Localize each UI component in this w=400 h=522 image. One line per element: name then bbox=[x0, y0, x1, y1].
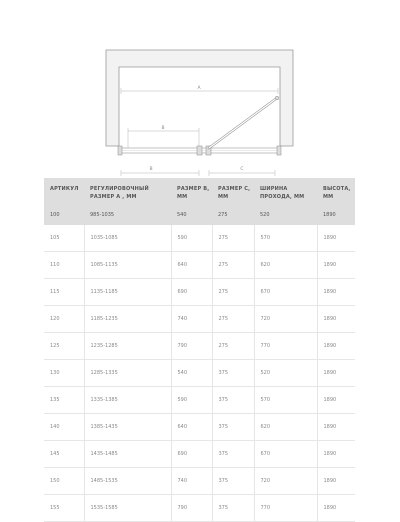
cell-passage-width: 720 bbox=[254, 306, 317, 333]
table-row bbox=[44, 306, 355, 333]
cell-passage-width: 620 bbox=[254, 252, 317, 279]
cell-article: 115 bbox=[44, 279, 84, 306]
cell-height: 1890 bbox=[317, 360, 355, 387]
specs-table bbox=[44, 178, 355, 522]
cell-passage-width: 570 bbox=[254, 225, 317, 252]
cell-size-c: 275 bbox=[212, 333, 254, 360]
hinge-left bbox=[118, 146, 122, 155]
cell-article: 105 bbox=[44, 225, 84, 252]
cell-article: 110 bbox=[44, 252, 84, 279]
cell-height: 1890 bbox=[317, 441, 355, 468]
cell-passage-width: 520 bbox=[254, 205, 317, 225]
cell-height: 1890 bbox=[317, 306, 355, 333]
cell-height: 1890 bbox=[317, 205, 355, 225]
cell-passage-width: 620 bbox=[254, 414, 317, 441]
cell-article: 125 bbox=[44, 333, 84, 360]
table-row bbox=[44, 387, 355, 414]
cell-size-c: 375 bbox=[212, 441, 254, 468]
header-size-c: РАЗМЕР С, ММ bbox=[212, 178, 254, 205]
cell-size-b: 590 bbox=[171, 387, 212, 414]
table-row bbox=[44, 468, 355, 495]
cell-passage-width: 520 bbox=[254, 360, 317, 387]
cell-size-c: 375 bbox=[212, 360, 254, 387]
cell-size-b: 540 bbox=[171, 205, 212, 225]
cell-size-b: 540 bbox=[171, 360, 212, 387]
cell-size-b: 740 bbox=[171, 306, 212, 333]
table-row bbox=[44, 252, 355, 279]
cell-size-b: 590 bbox=[171, 225, 212, 252]
cell-size-a: 1535-1585 bbox=[84, 495, 171, 522]
cell-size-b: 740 bbox=[171, 468, 212, 495]
cell-article: 135 bbox=[44, 387, 84, 414]
cell-height: 1890 bbox=[317, 252, 355, 279]
cell-passage-width: 670 bbox=[254, 279, 317, 306]
cell-height: 1890 bbox=[317, 468, 355, 495]
cell-size-a: 985-1035 bbox=[84, 205, 171, 225]
table-row bbox=[44, 414, 355, 441]
cell-size-b: 790 bbox=[171, 495, 212, 522]
cell-size-c: 375 bbox=[212, 495, 254, 522]
header-size-b: РАЗМЕР В, ММ bbox=[171, 178, 212, 205]
header-height: ВЫСОТА, ММ bbox=[317, 178, 355, 205]
cell-article: 130 bbox=[44, 360, 84, 387]
table-row bbox=[44, 279, 355, 306]
hinge-right bbox=[277, 146, 281, 155]
table-header-row bbox=[44, 178, 355, 205]
cell-article: 150 bbox=[44, 468, 84, 495]
cell-size-b: 640 bbox=[171, 414, 212, 441]
cell-size-a: 1085-1135 bbox=[84, 252, 171, 279]
cell-article: 120 bbox=[44, 306, 84, 333]
dimension-b-upper bbox=[128, 128, 199, 150]
cell-passage-width: 770 bbox=[254, 495, 317, 522]
cell-size-c: 275 bbox=[212, 252, 254, 279]
cell-size-a: 1385-1435 bbox=[84, 414, 171, 441]
header-article: АРТИКУЛ bbox=[44, 178, 84, 205]
cell-size-a: 1485-1535 bbox=[84, 468, 171, 495]
table-row bbox=[44, 360, 355, 387]
cell-size-b: 640 bbox=[171, 252, 212, 279]
cell-size-a: 1435-1485 bbox=[84, 441, 171, 468]
table-row bbox=[44, 495, 355, 522]
hinge-center bbox=[197, 146, 202, 155]
cell-passage-width: 720 bbox=[254, 468, 317, 495]
cell-article: 155 bbox=[44, 495, 84, 522]
dimension-a-label: A bbox=[197, 86, 201, 91]
cell-size-c: 375 bbox=[212, 468, 254, 495]
dimension-c-label: C bbox=[240, 167, 244, 172]
cell-size-c: 375 bbox=[212, 414, 254, 441]
cell-height: 1890 bbox=[317, 495, 355, 522]
cell-size-c: 275 bbox=[212, 279, 254, 306]
cell-size-a: 1185-1235 bbox=[84, 306, 171, 333]
cell-size-a: 1335-1385 bbox=[84, 387, 171, 414]
table-row bbox=[44, 441, 355, 468]
cell-size-c: 275 bbox=[212, 225, 254, 252]
cell-article: 140 bbox=[44, 414, 84, 441]
header-size-a: РЕГУЛИРОВОЧНЫЙ РАЗМЕР А , ММ bbox=[84, 178, 171, 205]
cell-size-b: 690 bbox=[171, 279, 212, 306]
dimension-b-lower-label: B bbox=[149, 167, 153, 172]
cell-height: 1890 bbox=[317, 225, 355, 252]
cell-size-c: 375 bbox=[212, 387, 254, 414]
cell-article: 100 bbox=[44, 205, 84, 225]
cell-size-c: 275 bbox=[212, 306, 254, 333]
cell-height: 1890 bbox=[317, 333, 355, 360]
door-leaf bbox=[209, 96, 279, 148]
cell-article: 145 bbox=[44, 441, 84, 468]
cell-size-b: 690 bbox=[171, 441, 212, 468]
cell-size-b: 790 bbox=[171, 333, 212, 360]
cell-height: 1890 bbox=[317, 279, 355, 306]
cell-size-a: 1135-1185 bbox=[84, 279, 171, 306]
shower-door-diagram bbox=[0, 0, 400, 178]
dimension-b-upper-label: B bbox=[161, 126, 165, 131]
cell-size-c: 275 bbox=[212, 205, 254, 225]
cell-size-a: 1035-1085 bbox=[84, 225, 171, 252]
table-row bbox=[44, 205, 355, 225]
cell-size-a: 1235-1285 bbox=[84, 333, 171, 360]
table-row bbox=[44, 225, 355, 252]
cell-passage-width: 670 bbox=[254, 441, 317, 468]
cell-passage-width: 770 bbox=[254, 333, 317, 360]
wall-outline bbox=[106, 50, 293, 146]
header-passage-width: ШИРИНА ПРОХОДА, ММ bbox=[254, 178, 317, 205]
table-row bbox=[44, 333, 355, 360]
dimension-b-lower bbox=[121, 170, 199, 176]
cell-height: 1890 bbox=[317, 387, 355, 414]
cell-passage-width: 570 bbox=[254, 387, 317, 414]
cell-size-a: 1285-1335 bbox=[84, 360, 171, 387]
cell-height: 1890 bbox=[317, 414, 355, 441]
